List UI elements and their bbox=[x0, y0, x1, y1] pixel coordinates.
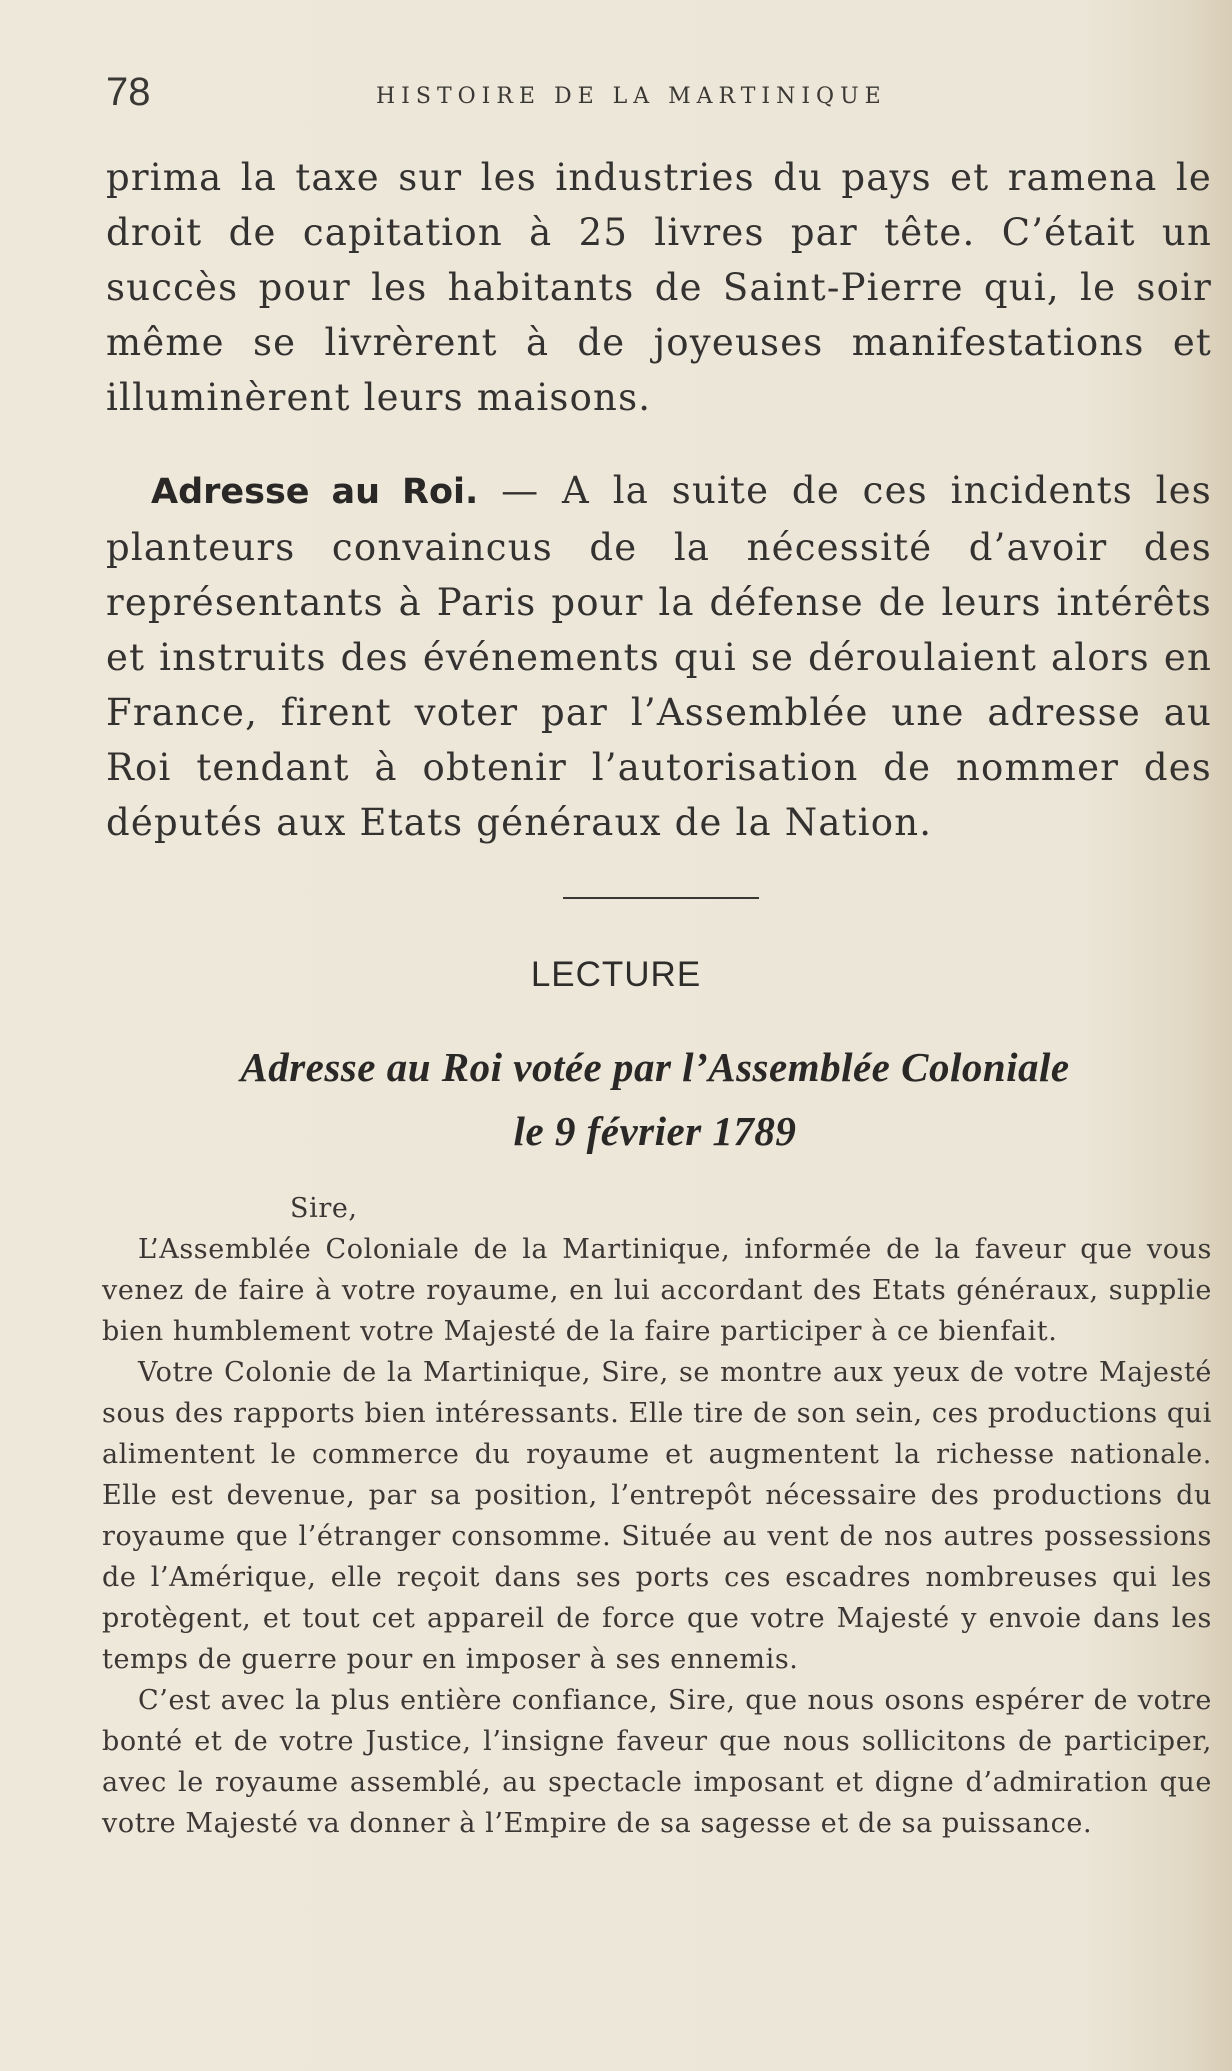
address-text bbox=[102, 1188, 1212, 1844]
paragraph-adresse-text: — A la suite de ces incidents les planteurs convaincus de la nécessité d’avoir des représentants à Paris pour la défense de leurs intérêts et instruits des événements qui se déroulaient alors en France, firent voter par l’Assemblée une adresse au Roi tendant à obtenir l’autorisation de nommer des députés aux Etats généraux de la Nation. bbox=[106, 469, 1212, 844]
address-paragraph: C’est avec la plus entière confiance, Sire, que nous osons espérer de votre bonté et de votre Justice, l’insigne faveur que nous sollicitons de participer, avec le royaume assemblé, au spectacle imposant et digne d’admiration que votre Majesté va donner à l’Empire de sa sagesse et de sa puissance. bbox=[102, 1685, 1212, 1839]
page-number: 78 bbox=[106, 70, 151, 114]
reading-title-line1: Adresse au Roi votée par l’Assemblée Coloniale bbox=[240, 1044, 1070, 1090]
reading-title bbox=[90, 1035, 1220, 1163]
page-header bbox=[106, 70, 1216, 130]
reading-title-line2: le 9 février 1789 bbox=[513, 1108, 797, 1154]
section-heading: Adresse au Roi. bbox=[151, 472, 479, 512]
running-title: HISTOIRE DE LA MARTINIQUE bbox=[376, 84, 887, 109]
paragraph-adresse bbox=[106, 463, 1212, 850]
address-paragraph: L’Assemblée Coloniale de la Martinique, informée de la faveur que vous venez de faire à votre royaume, en lui accordant des Etats généraux, supplie bien humblement votre Majesté de la faire participer à ce bienfait. bbox=[102, 1234, 1212, 1347]
lecture-heading: LECTURE bbox=[530, 955, 702, 994]
address-paragraph: Votre Colonie de la Martinique, Sire, se montre aux yeux de votre Majesté sous des rapports bien intéressants. Elle tire de son sein, ces productions qui alimentent le commerce du royaume et augmentent la richesse nationale. Elle est devenue, par sa position, l’entrepôt nécessaire des productions du royaume que l’étranger consomme. Située au vent de nos autres possessions de l’Amérique, elle reçoit dans ses ports ces escadres nombreuses qui les protègent, et tout cet appareil de force que votre Majesté y envoie dans les temps de guerre pour en imposer à ses ennemis. bbox=[102, 1357, 1212, 1675]
salutation: Sire, bbox=[290, 1193, 358, 1224]
section-divider bbox=[563, 897, 759, 899]
paragraph-capitation: prima la taxe sur les industries du pays et ramena le droit de capitation à 25 livres par tête. C’était un succès pour les habitants de Saint-Pierre qui, le soir même se livrèrent à de joyeuses manifestations et illuminèrent leurs maisons. bbox=[106, 156, 1212, 419]
